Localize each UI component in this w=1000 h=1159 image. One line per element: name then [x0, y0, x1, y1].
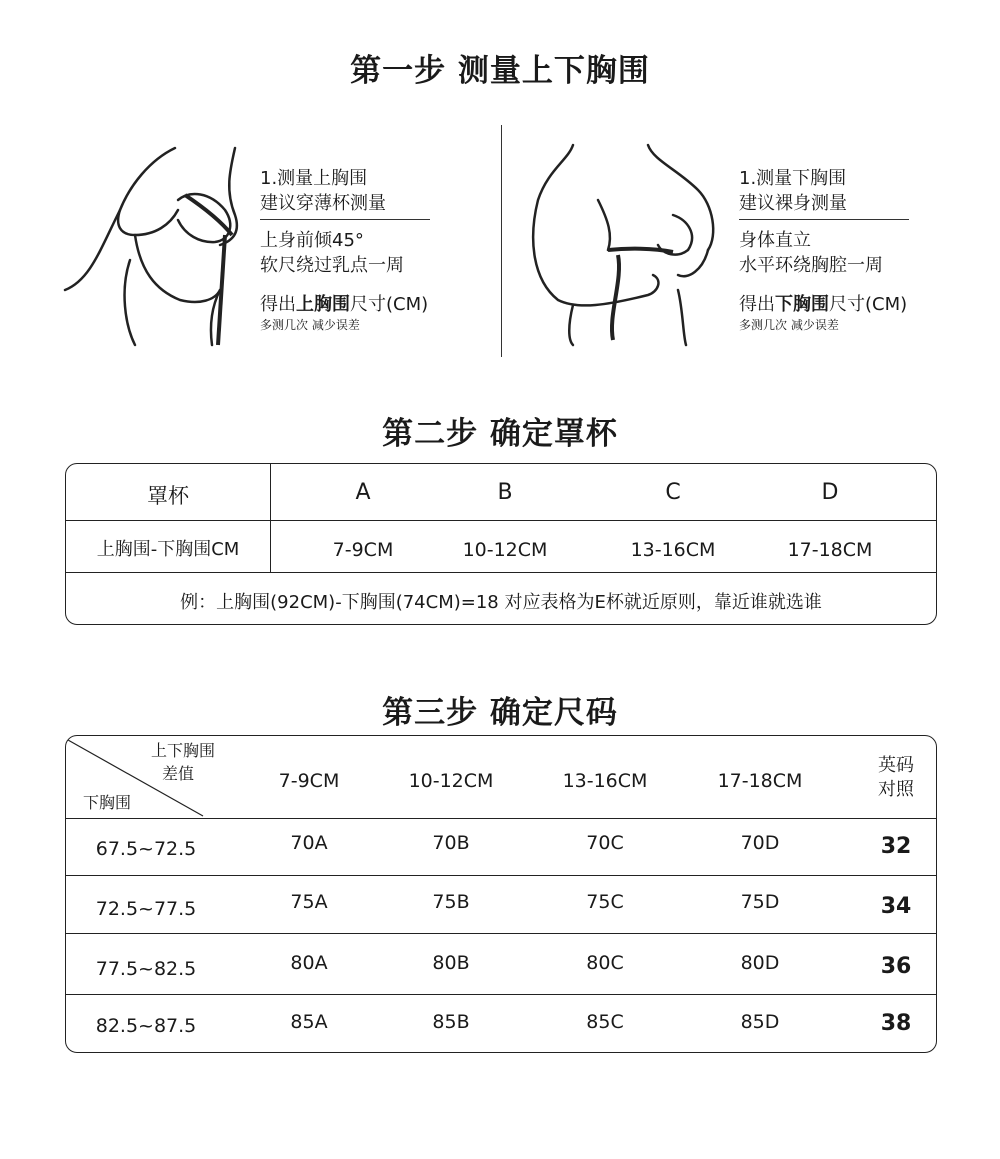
size-table-divider-0	[66, 818, 936, 819]
band-row-2: 72.5~77.5	[95, 898, 197, 920]
under-step-result: 得出下胸围尺寸(CM)	[739, 294, 908, 315]
upper-step-tip: 多测几次 减少误差	[260, 318, 360, 332]
size-table-divider-2	[66, 933, 936, 934]
step1-divider	[501, 125, 502, 357]
upper-step-method: 软尺绕过乳点一周	[260, 255, 404, 276]
cup-header-label: 罩杯	[147, 484, 189, 508]
size-row-3-b: 80B	[432, 952, 470, 974]
size-range-b: 10-12CM	[408, 770, 494, 792]
size-table-divider-3	[66, 994, 936, 995]
cup-table-divider-1	[66, 520, 936, 521]
size-row-1-c: 70C	[586, 832, 624, 854]
under-bust-instructions	[739, 166, 909, 333]
size-row-1-d: 70D	[740, 832, 780, 854]
corner-bottom-label: 下胸围	[82, 793, 131, 812]
under-step-advice: 建议裸身测量	[739, 193, 847, 214]
step1-title: 第一步 测量上下胸围	[350, 53, 650, 89]
under-step-rule	[739, 219, 909, 220]
step2-title: 第二步 确定罩杯	[382, 416, 618, 452]
size-row-2-d: 75D	[740, 891, 780, 913]
size-row-4-b: 85B	[432, 1011, 470, 1033]
upper-step-result: 得出上胸围尺寸(CM)	[260, 294, 429, 315]
under-step-heading: 1.测量下胸围	[739, 168, 847, 189]
size-row-4-c: 85C	[586, 1011, 624, 1033]
size-row-4-a: 85A	[290, 1011, 328, 1033]
under-step-tip: 多测几次 减少误差	[739, 318, 839, 332]
uk-row-2: 34	[880, 894, 912, 919]
band-row-1: 67.5~72.5	[95, 838, 197, 860]
under-bust-illustration	[528, 140, 728, 350]
cup-table-label-divider	[270, 464, 271, 572]
band-row-4: 82.5~87.5	[95, 1015, 197, 1037]
upper-step-posture: 上身前倾45°	[260, 230, 364, 251]
cup-row-label: 上胸围-下胸围CM	[96, 539, 240, 560]
uk-row-4: 38	[880, 1011, 912, 1036]
size-row-3-d: 80D	[740, 952, 780, 974]
size-table	[65, 735, 937, 1053]
uk-header-line1: 英码	[878, 755, 914, 776]
uk-row-3: 36	[880, 954, 912, 979]
size-table-divider-1	[66, 875, 936, 876]
size-row-4-d: 85D	[740, 1011, 780, 1033]
cup-range-a: 7-9CM	[332, 539, 394, 561]
cup-range-d: 17-18CM	[787, 539, 873, 561]
upper-step-rule	[260, 219, 430, 220]
size-range-a: 7-9CM	[278, 770, 340, 792]
cup-example: 例：上胸围(92CM)-下胸围(74CM)=18 对应表格为E杯就近原则，靠近谁就选谁	[180, 592, 822, 613]
under-step-method: 水平环绕胸腔一周	[739, 255, 883, 276]
cup-range-c: 13-16CM	[630, 539, 716, 561]
upper-step-advice: 建议穿薄杯测量	[260, 193, 386, 214]
size-range-c: 13-16CM	[562, 770, 648, 792]
cup-header-a: A	[355, 480, 371, 505]
uk-header	[866, 754, 926, 802]
upper-step-heading: 1.测量上胸围	[260, 168, 368, 189]
corner-top-label: 上下胸围	[150, 741, 215, 760]
size-row-2-c: 75C	[586, 891, 624, 913]
size-range-d: 17-18CM	[717, 770, 803, 792]
corner-mid-label: 差值	[161, 764, 194, 783]
size-row-1-b: 70B	[432, 832, 470, 854]
size-row-1-a: 70A	[290, 832, 328, 854]
cup-table	[65, 463, 937, 625]
cup-header-d: D	[821, 480, 839, 505]
uk-header-line2: 对照	[878, 779, 914, 800]
uk-row-1: 32	[880, 834, 912, 859]
cup-header-b: B	[497, 480, 513, 505]
upper-bust-illustration	[60, 140, 250, 350]
cup-header-c: C	[665, 480, 681, 505]
size-row-3-a: 80A	[290, 952, 328, 974]
cup-table-divider-2	[66, 572, 936, 573]
cup-range-b: 10-12CM	[462, 539, 548, 561]
step3-title: 第三步 确定尺码	[382, 695, 618, 731]
band-row-3: 77.5~82.5	[95, 958, 197, 980]
under-step-posture: 身体直立	[739, 230, 811, 251]
size-row-2-a: 75A	[290, 891, 328, 913]
upper-bust-instructions	[260, 166, 430, 333]
size-row-2-b: 75B	[432, 891, 470, 913]
size-row-3-c: 80C	[586, 952, 624, 974]
